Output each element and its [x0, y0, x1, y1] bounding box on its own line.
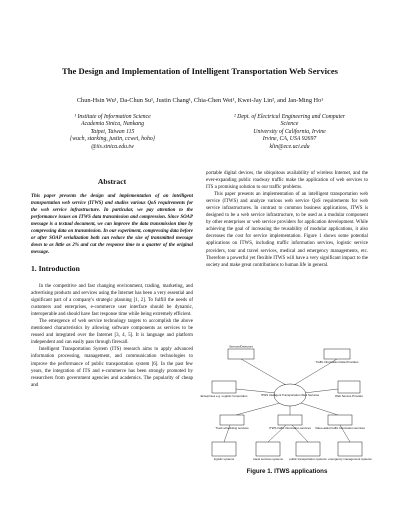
- route-service-box: [278, 415, 302, 425]
- travel-system-box: [256, 442, 280, 456]
- abstract-text: This paper presents the design and implementation of an intelligent transportation web service (ITWS) and studies various QoS requirements for the web service infrastructure. In particular, we pay attention to the performance issues on ITWS data transmission and compression. Since SOAP message is a textual document, we can improve the data transmission time by compressing data on transmission. In our experiment, compressing data before or after SOAP serialization both can reduce the size of transmitted message down to as little as 2% and cut the response time to a quarter of the original message.: [31, 194, 193, 256]
- enterprise-label: Enterprises e.g. Logistic Corporation: [200, 394, 248, 398]
- affiliation-line: klin@ece.uci.edu: [269, 143, 310, 150]
- travel-label: travel services systems: [253, 457, 283, 461]
- introduction-body: [31, 283, 193, 389]
- itws-label: ITWS Intelligent Transportation Web Services: [260, 393, 320, 397]
- connector-line: [241, 359, 286, 385]
- body-paragraph: Intelligent Transportation System (ITS) research aims to apply advanced information processing, management, and communication technologies to improve the performance of public transportation system [6]. In the past few years, the integration of ITS and e-commerce has been strongly promoted by researchers from government agencies and academics. The popularity of cheap and: [31, 347, 193, 388]
- sensor-node-icon: [228, 349, 254, 359]
- truck-service-label: Truck scheduling services: [215, 426, 249, 430]
- itws-applications-figure: [200, 344, 372, 465]
- affiliation-line: University of California, Irvine: [253, 128, 326, 135]
- affiliation-2: [207, 114, 372, 151]
- affiliation-line: {wuch, starking, justin, ccwei, hoho}: [69, 136, 156, 143]
- connector-line: [236, 403, 280, 415]
- affiliation-line: Science: [280, 121, 299, 128]
- logistic-system-box: [212, 442, 236, 456]
- web-provider-label: Web Service Provider: [335, 394, 363, 398]
- figure-caption: Figure 1. ITWS applications: [246, 468, 328, 475]
- affiliation-line: @iis.sinica.edu.tw: [91, 143, 134, 150]
- web-provider-icon: [338, 381, 360, 393]
- paper-title: The Design and Implementation of Intelligent Transportation Web Services: [62, 66, 338, 76]
- traffic-center-label: Traffic Information Data Providers: [315, 360, 359, 364]
- affiliation-line: Academia Sinica, Nankang: [81, 121, 144, 128]
- author-list: Chun-Hsin Wu¹, Da-Chun Su¹, Justin Chang¹, Chia-Chen Wei¹, Kwei-Jay Lin², and Jan-Ming Ho¹: [76, 97, 324, 104]
- public-transport-label: public transportation systems: [289, 457, 327, 461]
- body-paragraph: The emergence of web service technology targets to accomplish the above mentioned characteristics by allowing software components as services to be reused and integrated over the Internet [3, 4, 5]. It is language and platform independent and can easily pass through firewall.: [31, 319, 193, 346]
- body-paragraph: This paper presents an implementation of an intelligent transportation web service (ITWS) and analyze various web service QoS requirements for web service infrastructures. In contrast to common business applications, ITWS is designed to be a web service infrastructure, to be used as a modular component by other enterprises or web service providers for application development. While achieving the goal of increasing the reusability of modular applications, it also decreases the cost for service implementation. Figure 1 shows some potential applications on ITWS, including traffic information services, logistic service providers, tour and travel services, medical and emergency managements, etc. Therefore a powerful yet flexible ITWS will have a very significant impact to the society and make great contributions to human life in general.: [206, 192, 368, 268]
- emergency-label: emergency management systems: [328, 457, 372, 461]
- body-paragraph: portable digital devices, the ubiquitous availability of wireless Internet, and the ever-expanding public roadway traffic make the application of web services to ITS a promising solution to our traffic problems.: [206, 171, 368, 191]
- connector-line: [301, 403, 338, 415]
- body-paragraph: In the competitive and fast changing environment, trading, marketing, and advertising products and services using the Internet has been a very essential and significant part of a company's strategic planning [1, 2]. To fulfill the needs of customers and enterprises, e-commerce user interface should be dynamic, interoperable and should have fast response time while being extremely efficient.: [31, 284, 193, 318]
- public-transport-box: [296, 442, 320, 456]
- route-service-label: ITWS traffic information services: [269, 426, 311, 430]
- traffic-center-icon: [324, 349, 350, 359]
- enterprise-building-icon: [212, 381, 236, 393]
- logistic-label: logistic systems: [213, 457, 235, 461]
- right-column-body: [206, 170, 368, 269]
- affiliation-line: Irvine, CA, USA 92697: [262, 136, 317, 143]
- video-service-box: [328, 415, 352, 425]
- sensors-label: Sensors/Detectors: [229, 344, 253, 349]
- video-service-label: Video-aided traffic information services: [315, 426, 365, 430]
- truck-service-box: [220, 415, 244, 425]
- emergency-system-box: [338, 442, 362, 456]
- section-heading-introduction: 1. Introduction: [31, 264, 80, 273]
- affiliation-1: [30, 114, 195, 151]
- affiliation-line: ² Dept. of Electrical Engineering and Computer: [233, 114, 346, 120]
- affiliation-line: Taipei, Taiwan 115: [90, 128, 135, 135]
- abstract-heading: Abstract: [97, 177, 127, 186]
- affiliation-line: ¹ Institute of Information Science: [74, 114, 151, 120]
